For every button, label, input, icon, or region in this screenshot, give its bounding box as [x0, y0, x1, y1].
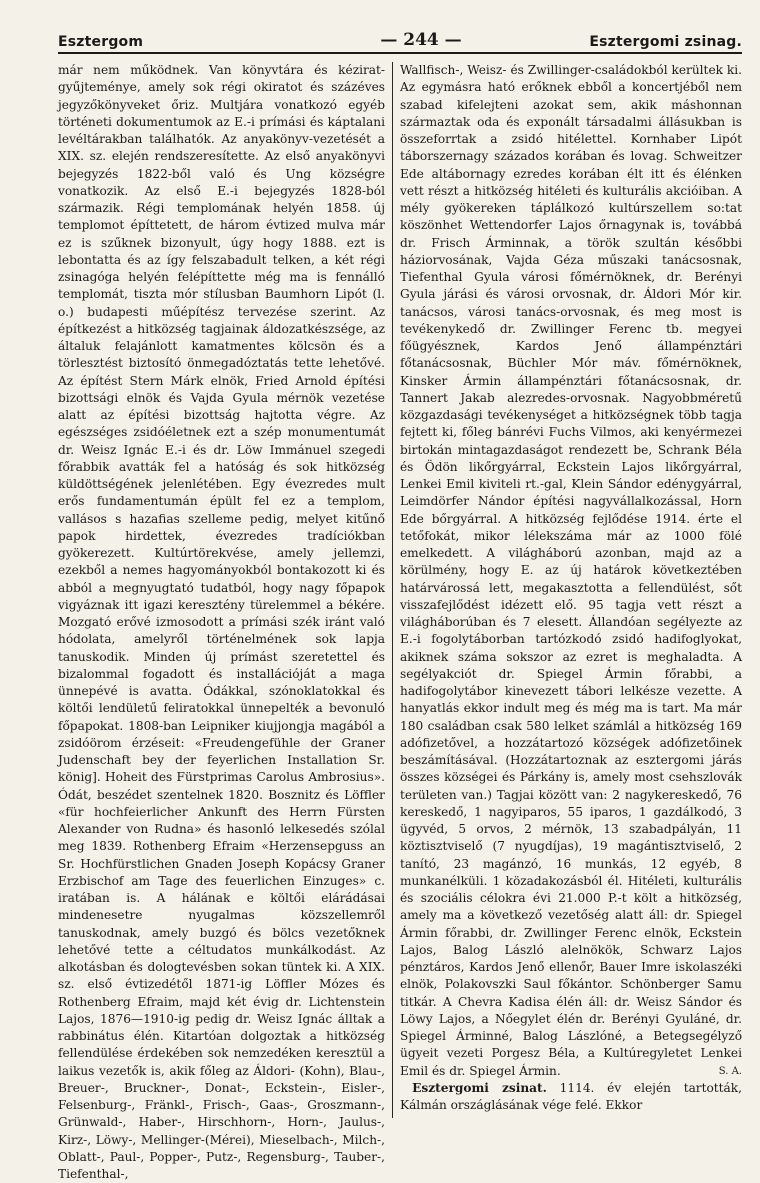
header-right-keyword: Esztergomi zsinag.: [589, 34, 742, 50]
next-entry-text: 1114. év elején tartották, Kálmán országlásának vége felé. Ekkor: [400, 1080, 743, 1112]
column-divider: [392, 62, 393, 1118]
right-column-text: [400, 62, 742, 1080]
author-signature: S. A.: [718, 1065, 742, 1077]
header-left-keyword: Esztergom: [58, 34, 144, 50]
running-header: [58, 28, 742, 52]
next-entry: [400, 1080, 742, 1115]
left-column-text: már nem működnek. Van könyvtára és kézirat-gyűjteménye, amely sok régi okiratot és százéves jegyzőkönyveket őriz. Multjára vonatkozó egyéb történeti dokumentumok az E.-i prímási és káptalani levéltárakban találhatók. Az anyakönyv-vezetését a XIX. sz. elején rendszeresítette. Az első anyakönyvi bejegyzés 1822-ből való és Ung községre vonatkozik. Az első E.-i bejegyzés 1828-ból származik. Régi templomának helyén 1858. új templomot építtetett, de három évtized mulva már ez is szűknek bizonyult, úgy hogy 1888. ezt is lebontatta és az így felszabadult telken, a két régi zsinagóga helyén felépíttette még ma is fennálló templomát, tiszta mór stílusban Baumhorn Lipót (l. o.) budapesti műépítész tervezése szerint. Az építkezést a hitközség tagjainak áldozatkészsége, az általuk felajánlott kamatmentes kölcsön és a törlesztést biztosító önmegadóztatás tette lehetővé. Az építést Stern Márk elnök, Fried Arnold építési bizottsági elnök és Vajda Gyula mérnök vezetése alatt az építési bizottság hajtotta végre. Az egészséges zsidóéletnek ezt a szép monumentumát dr. Weisz Ignác E.-i és dr. Löw Immánuel szegedi főrabbik avatták fel a hatóság és sok hitközség küldöttségének jelenlétében. Egy évezredes mult erős fundamentumán épült fel ez a templom, vallásos s hazafias szelleme pedig, melyet kitűnő papok hirdettek, évezredes tradíciókban gyökerezett. Kultúrtörekvése, amely jellemzi, ezekből a nemes hagyományokból bontakozott ki és abból a megnyugtató tudatból, hogy nagy főpapok vigyáznak itt igazi keresztény türelemmel a békére. Mozgató erővé izmosodott a prímási szék iránt való hódolata, amelyről történelmének sok lapja tanuskodik. Minden új prímást szeretettel és bizalommal fogadott és installációját a maga ünnepévé is avatta. Ódákkal, szónoklatokkal és költői lendületű feliratokkal ünnepelték a bevonuló főpapokat. 1808-ban Leipniker kiujjongja magából a zsidóörom érzéseit: «Freudengefühle der Graner Judenschaft bey der feyerlichen Installation Sr. könig]. Hoheit des Fürstprimas Carolus Ambrosius». Ódát, beszédet szentelnek 1820. Bosznitz és Löffler «für hochfeierlicher Ankunft des Herrn Fürsten Alexander von Rudna» és hasonló lelkesedés szólal meg 1839. Rothenberg Efraim «Herzensерguss an Sr. Hochfürstlichen Gnaden Joseph Kopácsy Graner Erzbischof am Tage des feuerlichen Einzuges» c. iratában is. A hálának e költői elárádásai mindenesetre nyugalmas közszellemről tanuskodnak, amely buzgó és bölcs vezetőknek lehetővé tette a céltudatos munkálkodást. Az alkotásban és dologtevésben sokan tüntek ki. A XIX. sz. első évtizedétől 1871-ig Löffler Mózes és Rothenberg Efraim, majd két évig dr. Lichtenstein Lajos, 1876—1910-ig pedig dr. Weisz Ignác álltak a rabbinátus élén. Kitartóan dolgoztak a hitközség fellendülése érdekében sok nemzedéken keresztül a laikus vezetők is, akik főleg az Áldori- (Kohn), Blau-, Breuer-, Bruckner-, Donat-, Eckstein-, Eisler-, Felsenburg-, Fränkl-, Frisch-, Gaas-, Groszmann-, Grünwald-, Haber-, Hirschhorn-, Horn-, Jaulus-, Kirz-, Löwy-, Mellinger-(Mérei), Mieselbach-, Milch-, Oblatt-, Paul-, Popper-, Putz-, Regensburg-, Tauber-, Tiefenthal-,: [58, 63, 385, 1181]
right-column: [400, 62, 742, 1122]
right-column-body: Wallfisch-, Weisz- és Zwillinger-családokból kerültek ki. Az egymásra ható erőknek ebből a koncertjéből nem szabad kifelejteni azokat sem, akik máshonnan származtak oda és exponált társadalmi állásukban is összeforrtak a zsidó hitélettel. Kornhaber Lipót táborszernagy százados korában és lovag. Schweitzer Ede altábornagy ezredes korában élt itt és élénken vett részt a hitközség hitéleti és kulturális akcióiban. A mély gyökereken táplálkozó kultúrszellem so:tat köszönhet Wettendorfer Lajos őrnagynak is, továbbá dr. Frisch Árminnak, a török szultán későbbi háziorvosának, Vajda Géza műszaki tanácsosnak, Tiefenthal Gyula városi főmérnöknek, dr. Berényi Gyula járási és városi orvosnak, dr. Áldori Mór kir. tanácsos, városi tanács-orvosnak, és meg most is tevékenykedő dr. Zwillinger Ferenc tb. megyei főügyésznek, Kardos Jenő állampénztári főtanácsosnak, Büchler Mór máv. főmérnöknek, Kinsker Ármin állampénztári főtanácsosnak, dr. Tannert Jakab alezredes-orvosnak. Nagyobbméretű közgazdasági tevékenységet a hitközségnek több tagja fejtett ki, főleg bánrévi Fuchs Vilmos, aki kenyérmezei birtokán mintagazdaságot rendezett be, Schrank Béla és Ödön likőrgyárral, Eckstein Lajos likőrgyárral, Lenkei Emil kiviteli rt.-gal, Klein Sándor edénygyárral, Leimdörfer Nándor építési nagyvállalkozással, Horn Ede bőrgyárral. A hitközség fejlődése 1914. érte el tetőfokát, mikor lélekszáma már az 1000 fölé emelkedett. A világháború azonban, majd az a körülmény, hogy E. az új határok következtében határvárossá lett, megakasztotta a fellendülést, sőt visszafejlődést idézett elő. 95 tagja vett részt a világháborúban és 7 elesett. Állandóan segélyezte az E.-i fogolytáborban tartózkodó zsidó hadifoglyokat, akiknek száma sokszor az ezret is meghaladta. A segélyakciót dr. Spiegel Ármin főrabbi, a hadifogolytábor kinevezett tábori lelkésze vezette. A hanyatlás ekkor indult meg és még ma is tart. Ma már 180 családban csak 580 lelket számlál a hitközség 169 adófizetővel, a hozzátartozó községek adófizetőinek beszámításával. (Hozzátartoznak az esztergomi járás összes községei és Párkány is, amely most csehszlovák területen van.) Tagjai között van: 2 nagykereskedő, 76 kereskedő, 1 nagyiparos, 55 iparos, 1 gazdálkodó, 3 ügyvéd, 5 orvos, 2 mérnök, 13 szabadpályán, 11 köztisztviselő (7 nyugdíjas), 19 magántisztviselő, 2 tanító, 23 magánzó, 16 munkás, 12 egyéb, 8 munkanélküli. 1 közadakozásból él. Hitéleti, kulturális és szociális célokra évi 21.000 P.-t költ a hitközség, amely ma a következő vezetőség alatt áll: dr. Spiegel Ármin főrabbi, dr. Zwillinger Ferenc elnök, Eckstein Lajos, Balog László alelnökök, Schwarz Lajos pénztáros, Kardos Jenő ellenőr, Bauer Imre iskolaszéki elnök, Polakovszki Saul főkántor. Schönberger Samu titkár. A Chevra Kadisa élén áll: dr. Weisz Sándor és Löwy Lajos, a Nőegylet élén dr. Berényi Gyuláné, dr. Spiegel Árminné, Balog Lászlóné, a Betegsegélyző ügyeit vezeti Porgesz Béla, a Kultúregyletet Lenkei Emil és dr. Spiegel Ármin.: [400, 63, 742, 1078]
next-entry-title: Esztergomi zsinat.: [412, 1080, 547, 1095]
left-column: [58, 62, 385, 1181]
header-rule: [58, 52, 742, 54]
page-number: — 244 —: [380, 30, 462, 50]
